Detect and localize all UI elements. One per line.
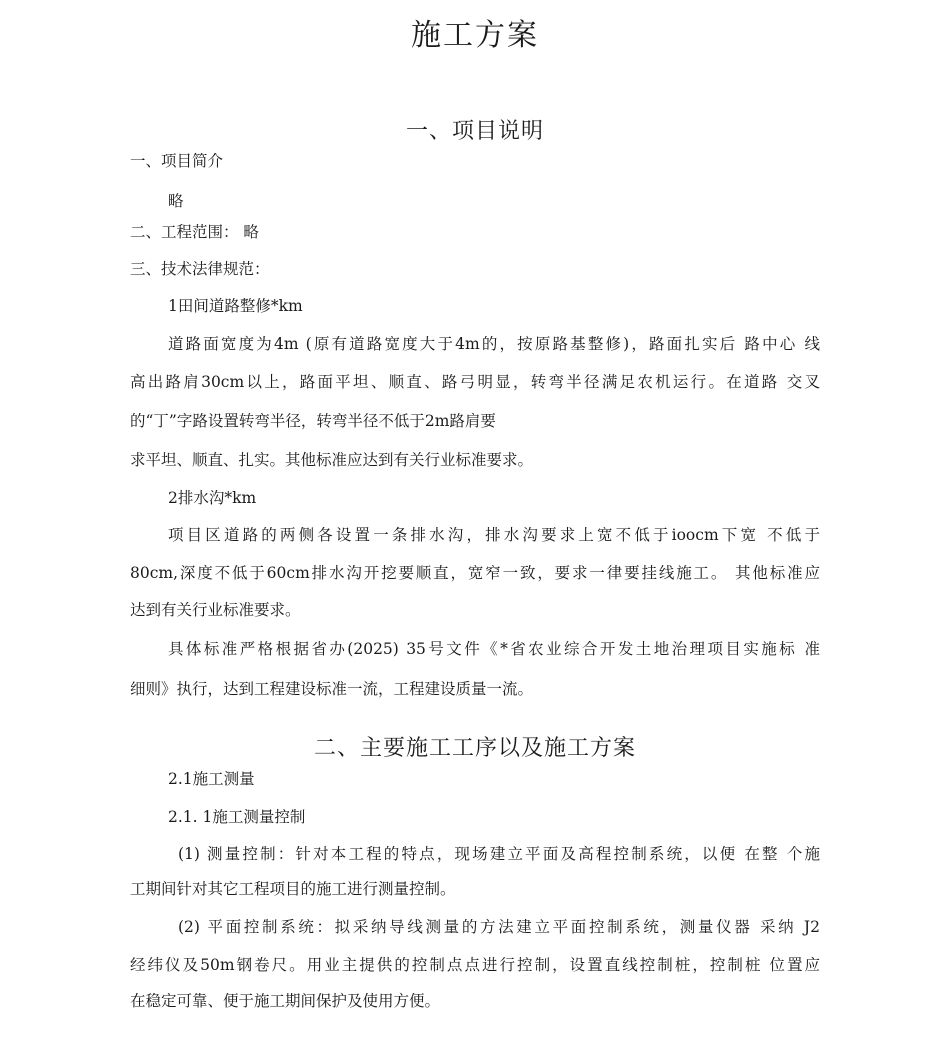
item-heading-technical-standards: 三、技术法律规范： bbox=[130, 260, 270, 278]
document-title: 施工方案 bbox=[411, 18, 539, 53]
paragraph-line: 80cm,深度不低于60cm排水沟开挖要顺直，宽窄一致，要求一律要挂线施工。 其他标准应 bbox=[130, 564, 820, 582]
subheading-drainage-ditch: 2排水沟*km bbox=[168, 489, 257, 507]
item-heading-project-intro: 一、项目简介 bbox=[130, 152, 224, 170]
subheading-survey-control: 2.1. 1施工测量控制 bbox=[168, 808, 306, 826]
section-heading-project-description: 一、项目说明 bbox=[405, 119, 544, 144]
subheading-construction-survey: 2.1施工测量 bbox=[168, 770, 255, 788]
paragraph-line: 经纬仪及50m钢卷尺。用业主提供的控制点点进行控制，设置直线控制桩，控制桩 位置应 bbox=[130, 956, 820, 974]
paragraph-line: 求平坦、顺直、扎实。其他标准应达到有关行业标准要求。 bbox=[130, 451, 534, 469]
paragraph-line: 项目区道路的两侧各设置一条排水沟，排水沟要求上宽不低于iоocm下宽 不低于 bbox=[168, 526, 820, 544]
paragraph-line: 具体标准严格根据省办(2025) 35号文件《*省农业综合开发土地治理项目实施标 准 bbox=[168, 640, 820, 658]
paragraph-line: 道路面宽度为4m (原有道路宽度大于4m的，按原路基整修)，路面扎实后 路中心 线 bbox=[168, 335, 820, 353]
paragraph-line: 工期间针对其它工程项目的施工进行测量控制。 bbox=[130, 880, 456, 898]
item-content-project-intro: 略 bbox=[168, 192, 184, 210]
paragraph-line: 达到有关行业标准要求。 bbox=[130, 601, 301, 619]
paragraph-line: 细则》执行，达到工程建设标准一流，工程建设质量一流。 bbox=[130, 680, 534, 698]
subheading-road-repair: 1田间道路整修*km bbox=[168, 297, 303, 315]
paragraph-line: (2) 平面控制系统：拟采纳导线测量的方法建立平面控制系统，测量仪器 采纳 J2 bbox=[178, 918, 820, 936]
paragraph-line: 高出路肩30cm以上，路面平坦、顺直、路弓明显，转弯半径满足农机运行。在道路 交叉 bbox=[130, 373, 820, 391]
paragraph-line: (1) 测量控制：针对本工程的特点，现场建立平面及高程控制系统，以便 在整 个施 bbox=[178, 845, 820, 863]
section-heading-construction-procedures: 二、主要施工工序以及施工方案 bbox=[313, 736, 636, 761]
paragraph-line: 在稳定可靠、便于施工期间保护及使用方便。 bbox=[130, 992, 441, 1010]
paragraph-line: 的“丁”字路设置转弯半径，转弯半径不低于2m路肩要 bbox=[130, 412, 496, 430]
item-project-scope: 二、工程范围： 略 bbox=[130, 223, 259, 241]
